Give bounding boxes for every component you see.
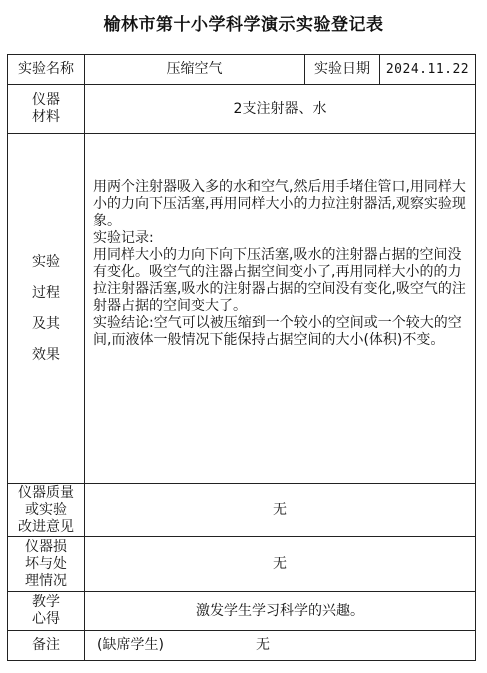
materials-value (84, 84, 476, 134)
teaching-value (84, 591, 476, 631)
teaching-value-text: 激发学生学习科学的兴趣。 (196, 602, 364, 619)
quality-label-line-3: 改进意见 (18, 518, 74, 535)
damage-label-line-1: 仪器损 (25, 538, 67, 555)
process-content (84, 133, 476, 484)
remark-label-text: 备注 (32, 637, 60, 653)
experiment-name-label-text: 实验名称 (18, 61, 74, 77)
quality-value-text: 无 (273, 501, 287, 518)
experiment-name-value (84, 54, 305, 85)
experiment-date-label (304, 54, 380, 85)
remark-value-text: 无 (255, 637, 270, 653)
experiment-date-value-text: 2024.11.22 (385, 62, 470, 77)
experiment-name-label (7, 54, 85, 85)
teaching-label-line-2: 心得 (32, 611, 60, 627)
remark-value (84, 630, 476, 661)
materials-label-line-1: 仪器 (32, 92, 60, 108)
damage-value (84, 536, 476, 592)
process-paragraph-record: 用同样大小的力向下向下压活塞,吸水的注射器占据的空间没有变化。吸空气的注器占据空间变小了,再用同样大小的的力拉注射器活塞,吸水的注射器占据的空间没有变化,吸空气的注射器占据的空间变大了。 (93, 247, 466, 314)
process-label-line-1: 实验 (32, 253, 60, 270)
quality-label-line-1: 仪器质量 (18, 484, 74, 501)
materials-label-line-2: 材料 (32, 109, 60, 125)
absent-students-label: (缺席学生) (97, 637, 164, 653)
quality-value (84, 483, 476, 537)
experiment-name-value-text: 压缩空气 (166, 61, 223, 77)
process-paragraph-record-heading: 实验记录: (93, 230, 154, 246)
experiment-date-value (379, 54, 476, 85)
teaching-label (7, 591, 85, 631)
experiment-date-label-text: 实验日期 (314, 61, 370, 77)
teaching-label-line-1: 教学 (32, 594, 60, 610)
process-label (7, 133, 85, 484)
materials-label (7, 84, 85, 134)
materials-value-text: 2支注射器、水 (233, 100, 327, 117)
remark-label (7, 630, 85, 661)
damage-label (7, 536, 85, 592)
damage-label-line-2: 坏与处 (25, 555, 67, 572)
damage-label-line-3: 理情况 (25, 572, 67, 589)
damage-value-text: 无 (273, 555, 287, 572)
page-title: 榆林市第十小学科学演示实验登记表 (103, 15, 384, 35)
quality-label-line-2: 或实验 (25, 501, 67, 518)
process-label-line-3: 及其 (32, 315, 60, 332)
process-paragraph-conclusion: 实验结论:空气可以被压缩到一个较小的空间或一个较大的空间,而液体一般情况下能保持占据空间的大小(体积)不变。 (93, 315, 462, 348)
quality-label (7, 483, 85, 537)
process-label-line-4: 效果 (32, 346, 60, 363)
process-label-line-2: 过程 (32, 284, 60, 301)
process-paragraph-procedure: 用两个注射器吸入多的水和空气,然后用手堵住管口,用同样大小的力向下压活塞,再用同样大小的力拉注射器活,观察实验现象。 (93, 179, 466, 229)
